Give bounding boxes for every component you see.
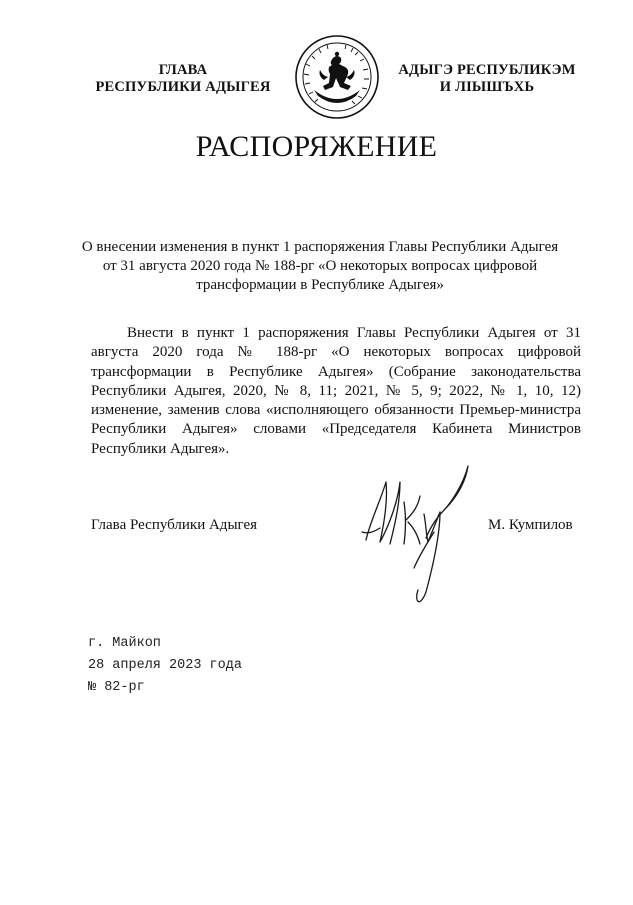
handwritten-signature (360, 462, 480, 612)
footer-city: г. Майкоп (88, 636, 161, 651)
header-left-title (88, 62, 278, 96)
footer-number: № 82-рг (88, 680, 145, 695)
document-footer (88, 633, 242, 699)
coat-of-arms-icon (294, 34, 380, 120)
header-right-line1: АДЫГЭ РЕСПУБЛИКЭМ (398, 62, 576, 78)
body-line: изменение, заменив слова «исполняющего обязанности Премьер-министра (91, 402, 581, 419)
header-left-line2: РЕСПУБЛИКИ АДЫГЕЯ (95, 79, 271, 95)
signatory-name: М. Кумпилов (488, 517, 573, 533)
body-line: Республики Адыгея» словами «Председателя Кабинета Министров (91, 421, 581, 438)
subject-line: трансформации в Республике Адыгея» (196, 277, 444, 293)
header-right-line2: И ЛІЫШЪХЬ (439, 79, 535, 95)
footer-date: 28 апреля 2023 года (88, 658, 242, 673)
header-right-title (392, 62, 582, 96)
subject-line: от 31 августа 2020 года № 188-рг «О некоторых вопросах цифровой (102, 258, 538, 274)
document-title: РАСПОРЯЖЕНИЕ (195, 130, 438, 163)
subject-line: О внесении изменения в пункт 1 распоряжения Главы Республики Адыгея (81, 239, 559, 255)
body-line: Республики Адыгея». (91, 440, 230, 457)
signatory-role: Глава Республики Адыгея (91, 517, 258, 533)
header-left-line1: ГЛАВА (158, 62, 208, 78)
document-subject (80, 238, 560, 295)
document-body (91, 324, 581, 459)
body-line: Республики Адыгея, 2020, № 8, 11; 2021, № 5, 9; 2022, № 1, 10, 12) (91, 382, 581, 399)
body-line: Внести в пункт 1 распоряжения Главы Республики Адыгея от 31 (127, 325, 581, 341)
body-line: августа 2020 года № 188-рг «О некоторых вопросах цифровой (91, 344, 581, 361)
body-line: трансформации в Республике Адыгея» (Собрание законодательства (91, 363, 581, 380)
